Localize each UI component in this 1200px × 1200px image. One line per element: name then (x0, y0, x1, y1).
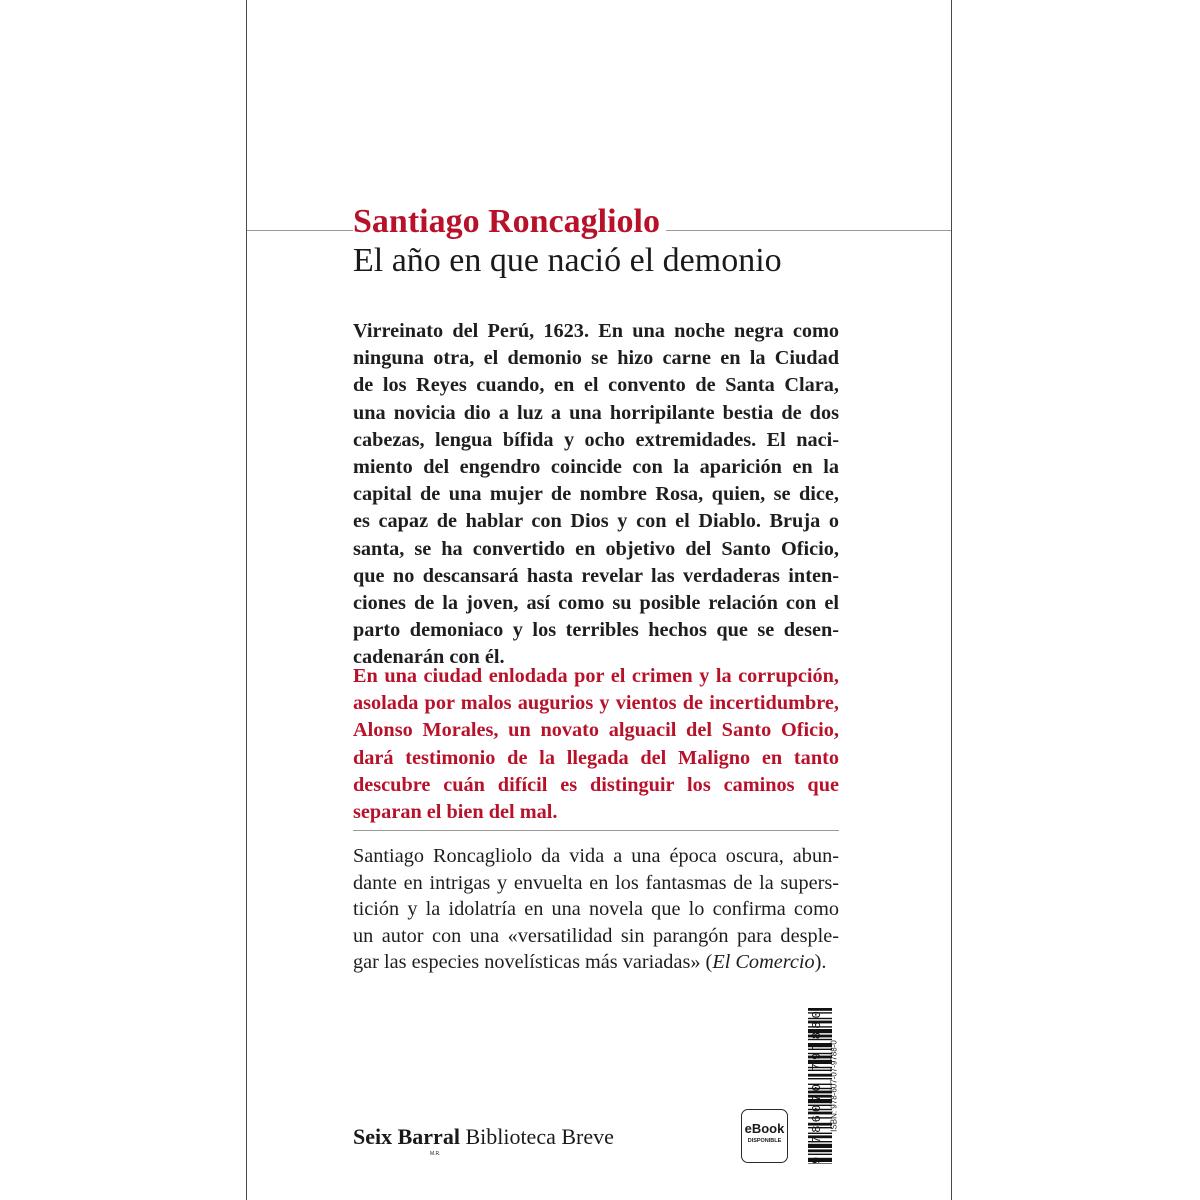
about-line: Santiago Roncagliolo da vida a una época oscura, abun- (353, 845, 839, 867)
synopsis-line: que no descansará hasta revelar las verdaderas inten- (353, 564, 839, 587)
synopsis-line: parto demoniaco y los terribles hechos que se desen- (353, 619, 839, 642)
synopsis-line: santa, se ha convertido en objetivo del Santo Oficio, (353, 537, 839, 560)
quote-source: El Comercio (712, 951, 815, 974)
book-spine-edge-left (246, 0, 247, 1200)
publisher-collection: Biblioteca Breve (465, 1124, 614, 1149)
highlight-paragraph (353, 663, 839, 826)
about-line: un autor con una «versatilidad sin parangón para desple- (353, 924, 839, 947)
synopsis-line: una novicia dio a luz a una horripilante bestia de dos (353, 401, 839, 424)
synopsis-paragraph (353, 318, 839, 672)
ebook-badge (741, 1109, 788, 1163)
author-name: Santiago Roncagliolo (353, 203, 666, 241)
synopsis-line: ninguna otra, el demonio se hizo carne en la Ciudad (353, 347, 839, 370)
synopsis-line: cadenarán con él. (353, 646, 505, 669)
synopsis-line: cabezas, lengua bífida y ocho extremidades. El naci- (353, 428, 839, 451)
highlight-line: En una ciudad enlodada por el crimen y la corrupción, (353, 665, 839, 687)
publisher-brand: Seix Barral (353, 1124, 460, 1149)
about-paragraph (353, 843, 839, 976)
synopsis-line: miento del engendro coincide con la aparición en la (353, 456, 839, 479)
highlight-line: separan el bien del mal. (353, 801, 558, 824)
isbn-text: ISBN: 978-607-07-9788-0 (829, 1040, 839, 1132)
synopsis-line: capital de una mujer de nombre Rosa, quien, se dice, (353, 483, 839, 506)
ebook-sublabel: DISPONIBLE (747, 1138, 782, 1144)
barcode-digits: 9 786070 797880 (810, 1007, 824, 1165)
synopsis-line: ciones de la joven, así como su posible relación con el (353, 592, 839, 615)
synopsis-line: Virreinato del Perú, 1623. En una noche negra como (353, 320, 839, 342)
highlight-line: Alonso Morales, un novato alguacil del Santo Oficio, (353, 719, 839, 742)
registered-mark: M.R. (430, 1151, 441, 1157)
highlight-line: descubre cuán difícil es distinguir los caminos que (353, 773, 839, 796)
synopsis-line: es capaz de hablar con Dios y con el Diablo. Bruja o (353, 510, 839, 533)
highlight-line: asolada por malos augurios y vientos de incertidumbre, (353, 692, 839, 715)
about-line-text: gar las especies novelísticas más variadas» ( (353, 951, 713, 974)
synopsis-line: de los Reyes cuando, en el convento de Santa Clara, (353, 374, 839, 397)
about-line: tición y la idolatría en una novela que lo confirma como (353, 898, 839, 921)
about-line: dante en intrigas y envuelta en los fantasmas de la supers- (353, 871, 839, 894)
publisher-logo (353, 1124, 614, 1157)
book-title: El año en que nació el demonio (353, 242, 782, 279)
about-line-end: ). (814, 951, 827, 974)
highlight-line: dará testimonio de la llegada del Maligno en tanto (353, 746, 839, 769)
book-spine-edge-right (951, 0, 952, 1200)
ebook-label: eBook (744, 1121, 785, 1136)
about-line (353, 949, 839, 976)
section-divider (353, 830, 839, 831)
